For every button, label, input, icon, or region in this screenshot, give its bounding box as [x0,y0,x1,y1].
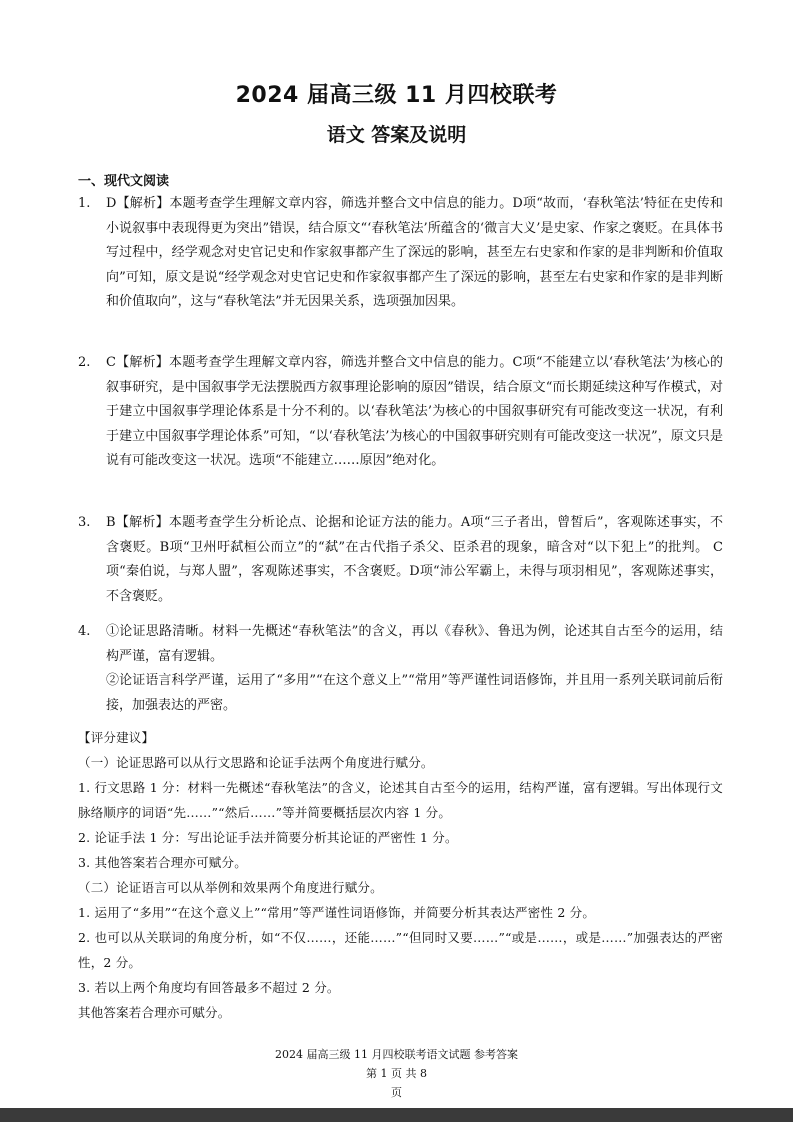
grading-line: 2. 也可以从关联词的角度分析，如“不仅……，还能……”“但同时又要……”“或是……，或是……”加强表达的严密性，2 分。 [78,930,723,970]
item-point-1: ①论证思路清晰。材料一先概述“春秋笔法”的含义，再以《春秋》、鲁迅为例，论述其自古至今的运用，结构严谨，富有逻辑。 [106,624,723,664]
grading-header: 【评分建议】 [78,730,155,745]
answer-item-3 [78,511,723,609]
answer-item-4 [78,620,723,718]
grading-suggestions [78,725,723,1025]
grading-line: 2. 论证手法 1 分：写出论证手法并简要分析其论证的严密性 1 分。 [78,830,458,845]
grading-line: （二）论证语言可以从举例和效果两个角度进行赋分。 [78,880,383,895]
grading-line: 其他答案若合理亦可赋分。 [78,1005,231,1020]
section-heading-modern-reading: 一、现代文阅读 [78,174,170,189]
item-number: 4. [78,624,91,639]
grading-line: 1. 行文思路 1 分：材料一先概述“春秋笔法”的含义，论述其自古至今的运用，结构严谨，富有逻辑。写出体现行文脉络顺序的词语“先……”“然后……”等并简要概括层次内容 1 分。 [78,780,723,820]
grading-line: 3. 若以上两个角度均有回答最多不超过 2 分。 [78,980,340,995]
grading-line: （一）论证思路可以从行文思路和论证手法两个角度进行赋分。 [78,755,434,770]
item-text: B【解析】本题考查学生分析论点、论据和论证方法的能力。A项“三子者出，曾皙后”，客观陈述事实，不含褒贬。B项“卫州吁弑桓公而立”的“弑”在古代指子杀父、臣杀君的现象，暗含对“以下犯上”的批判。 C项“秦伯说，与郑人盟”，客观陈述事实，不含褒贬。D项“沛公军霸上，未得与项羽相见”，客观陈述事实，不含褒贬。 [106,515,723,604]
item-text: C【解析】本题考查学生理解文章内容，筛选并整合文中信息的能力。C项“不能建立以‘春秋笔法’为核心的叙事研究，是中国叙事学无法摆脱西方叙事理论影响的原因”错误，结合原文“而长期延续这种写作模式，对于建立中国叙事学理论体系是十分不利的。以‘春秋笔法’为核心的中国叙事研究有可能改变这一状况，有利于建立中国叙事学理论体系”可知，“以‘春秋笔法’为核心的中国叙事研究则有可能改变这一状况”，原文只是说有可能改变这一状况。选项“不能建立……原因”绝对化。 [106,355,723,468]
item-number: 2. [78,355,91,370]
item-number: 3. [78,515,91,530]
document-subtitle: 语文 答案及说明 [326,124,467,146]
answer-item-1 [78,192,723,315]
footer-page-suffix: 页 [391,1086,402,1099]
grading-line: 1. 运用了“多用”“在这个意义上”“常用”等严谨性词语修饰，并简要分析其表达严密性 2 分。 [78,905,596,920]
item-text: D【解析】本题考查学生理解文章内容，筛选并整合文中信息的能力。D项“故而，‘春秋笔法’特征在史传和小说叙事中表现得更为突出”错误，结合原文“‘春秋笔法’所蕴含的‘微言大义’是史家、作家之褒贬。在具体书写过程中，经学观念对史官记史和作家叙事都产生了深远的影响，甚至左右史家和作家的是非判断和价值取向”可知，原文是说“经学观念对史官记史和作家叙事都产生了深远的影响，甚至左右史家和作家的是非判断和价值取向”，这与“春秋笔法”并无因果关系，选项强加因果。 [106,196,723,309]
grading-line: 3. 其他答案若合理亦可赋分。 [78,855,247,870]
document-title: 2024 届高三级 11 月四校联考 [235,83,558,108]
page-footer [0,1045,793,1102]
item-number: 1. [78,196,91,211]
answer-item-2 [78,351,723,474]
footer-page-number: 第 1 页 共 8 [366,1067,427,1080]
bottom-edge-bar [0,1108,793,1122]
footer-exam-title: 2024 届高三级 11 月四校联考语文试题 参考答案 [275,1048,518,1061]
item-point-2: ②论证语言科学严谨，运用了“多用”“在这个意义上”“常用”等严谨性词语修饰，并且用一系列关联词前后衔接，加强表达的严密。 [106,673,723,713]
